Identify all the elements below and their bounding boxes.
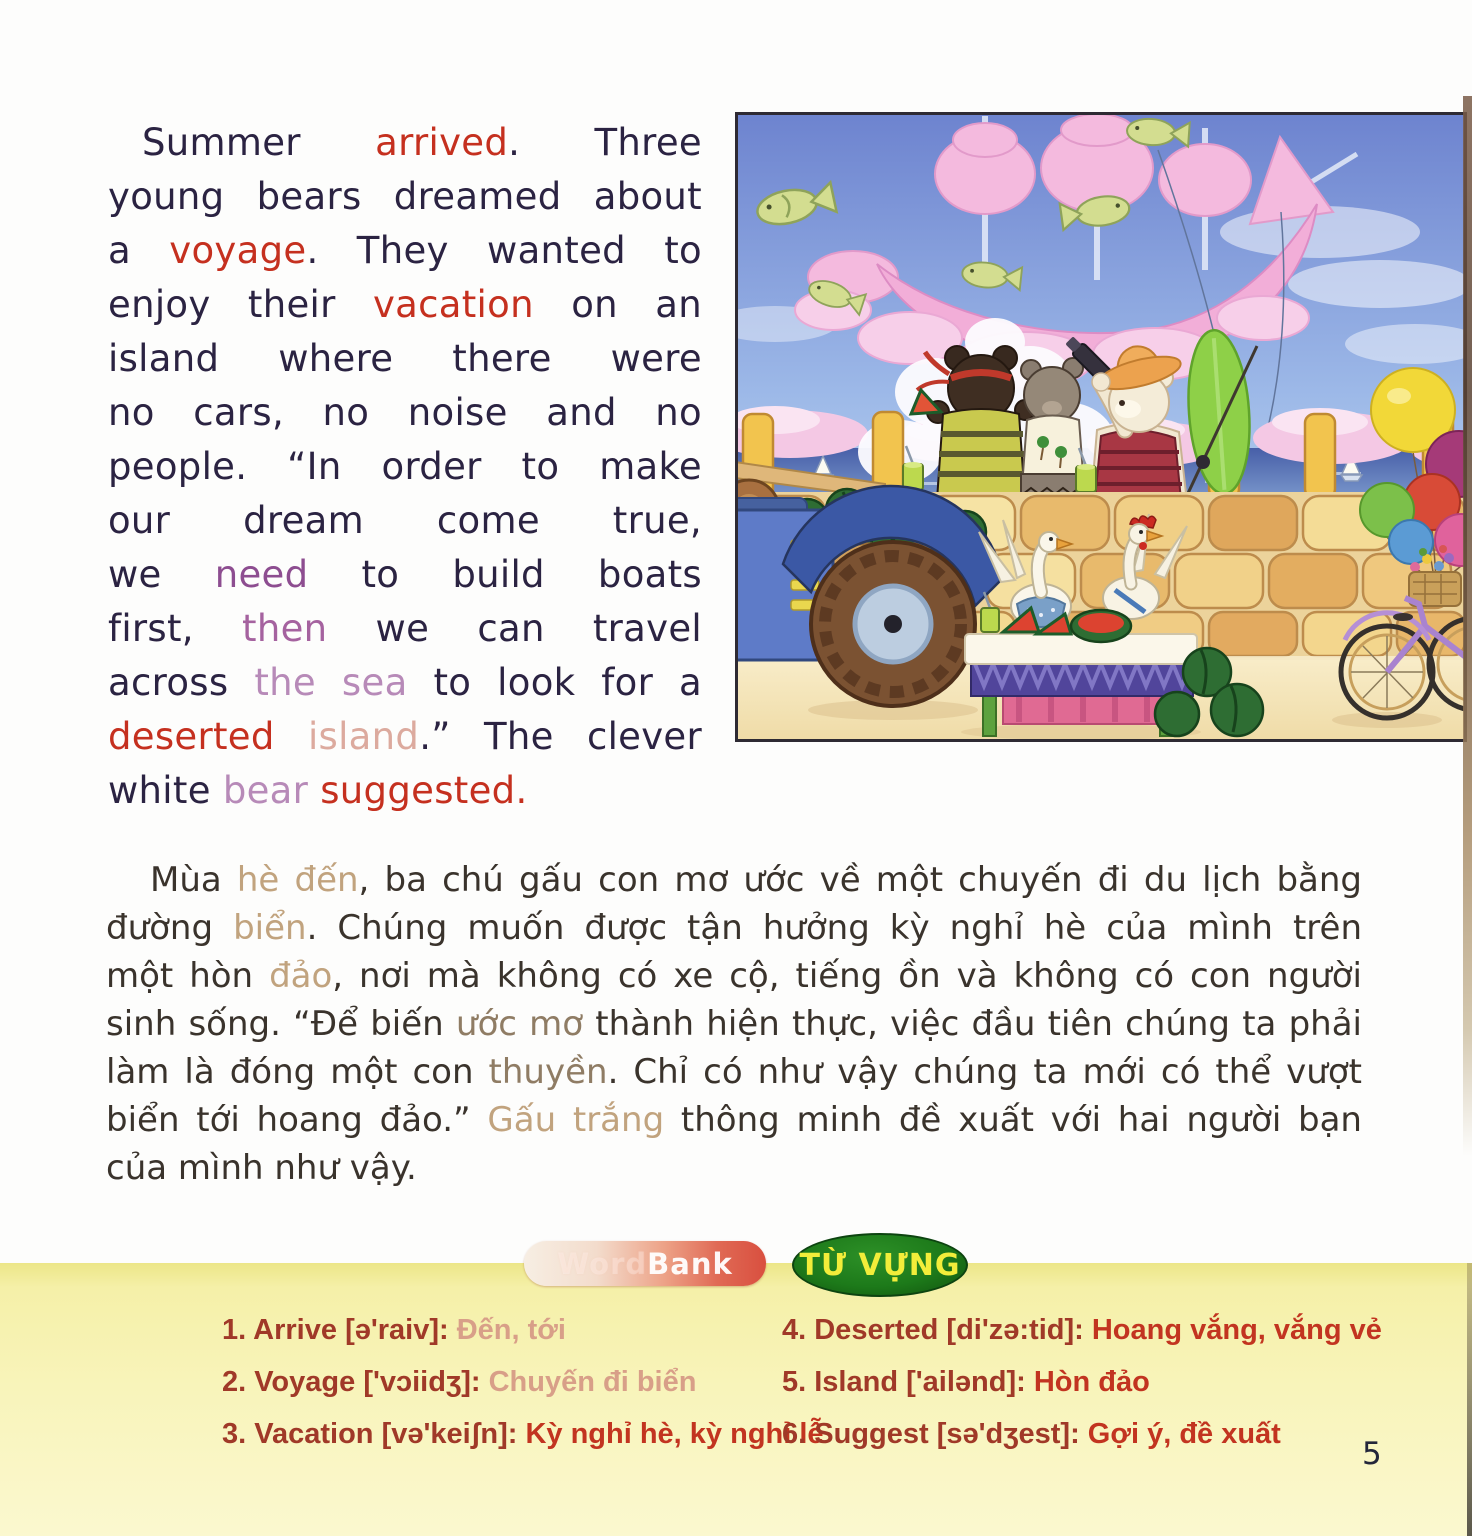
text-line: we need to build boats xyxy=(108,553,703,596)
page-edge-shadow-bottom xyxy=(1467,1263,1472,1536)
text-line: people. “In order to make xyxy=(108,445,702,488)
story-vietnamese-paragraph xyxy=(106,856,1362,1192)
text-line: white bear suggested. xyxy=(108,769,528,812)
text-line: a voyage. They wanted to xyxy=(108,229,702,272)
text-line: first, then we can travel xyxy=(108,607,702,650)
text-line: island where there were xyxy=(108,337,702,380)
story-illustration xyxy=(735,112,1467,742)
page-edge-shadow xyxy=(1463,96,1472,1156)
text-line: young bears dreamed about xyxy=(108,175,702,218)
vocabulary-list-left xyxy=(222,1314,824,1470)
text-line: no cars, no noise and no xyxy=(108,391,702,434)
vocab-item: 2. Voyage ['vɔiidʒ]: Chuyến đi biển xyxy=(222,1366,697,1398)
text-line: làm là đóng một con thuyền. Chỉ có như vậy chúng ta mới có thể vượt xyxy=(106,1052,1362,1092)
text-line: biển tới hoang đảo.” Gấu trắng thông minh đề xuất với hai người bạn xyxy=(106,1100,1362,1140)
text-line: của mình như vậy. xyxy=(106,1148,417,1188)
tu-vung-badge xyxy=(792,1233,968,1297)
text-line: một hòn đảo, nơi mà không có xe cộ, tiếng ồn và không có con người xyxy=(106,956,1362,996)
word-bank-badge xyxy=(524,1241,766,1286)
text-line: our dream come true, xyxy=(108,499,702,542)
watermelon-half-icon xyxy=(1071,610,1131,642)
text-line: Mùa hè đến, ba chú gấu con mơ ước về một chuyến đi du lịch bằng xyxy=(150,860,1362,900)
word-bank-label: Bank xyxy=(647,1246,733,1281)
text-line: đường biển. Chúng muốn được tận hưởng kỳ nghỉ hè của mình trên xyxy=(106,908,1362,948)
word-bank-label-faded: Word xyxy=(557,1246,648,1281)
vocab-item: 6. Suggest [sə'dʒest]: Gợi ý, đề xuất xyxy=(782,1418,1281,1450)
text-line: sinh sống. “Để biến ước mơ thành hiện thực, việc đầu tiên chúng ta phải xyxy=(106,1004,1362,1044)
vocab-item: 5. Island ['ailənd]: Hòn đảo xyxy=(782,1366,1150,1398)
tu-vung-label: TỪ VỰNG xyxy=(799,1247,961,1283)
text-line: Summer arrived. Three xyxy=(142,121,702,164)
text-line: across the sea to look for a xyxy=(108,661,703,704)
vocab-item: 1. Arrive [ə'raiv]: Đến, tới xyxy=(222,1314,566,1346)
vocabulary-list-right xyxy=(782,1314,1442,1470)
vocab-item: 4. Deserted [di'zə:tid]: Hoang vắng, vắng vẻ xyxy=(782,1314,1382,1346)
page-number: 5 xyxy=(1362,1436,1382,1472)
text-line: deserted island.” The clever xyxy=(108,715,702,758)
text-line: enjoy their vacation on an xyxy=(108,283,702,326)
vocab-item: 3. Vacation [və'keiʃn]: Kỳ nghỉ hè, kỳ nghỉ lễ xyxy=(222,1418,824,1450)
story-english-paragraph xyxy=(108,116,702,818)
